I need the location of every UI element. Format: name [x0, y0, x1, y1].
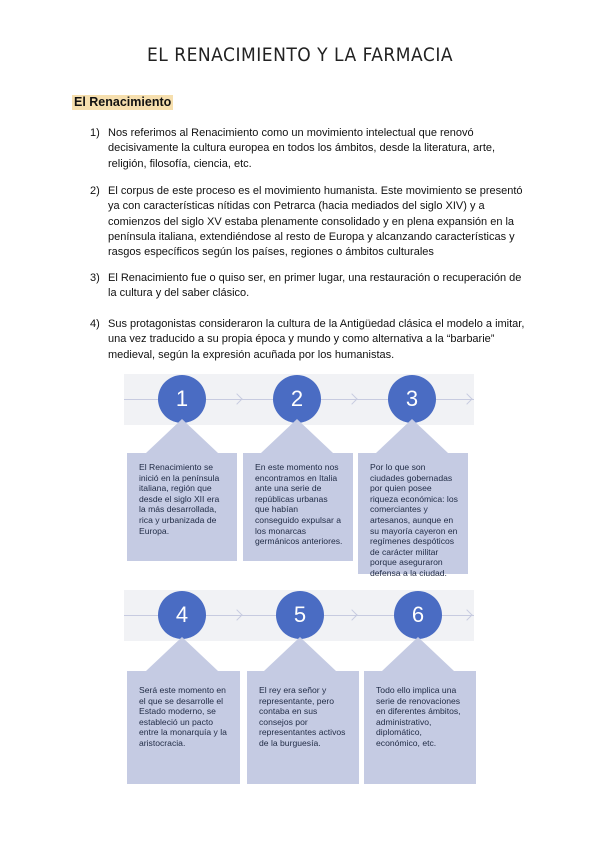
list-item-number: 1) — [90, 127, 100, 139]
list-item-number: 4) — [90, 318, 100, 330]
step-circle-5: 5 — [276, 591, 324, 639]
callout-pointer — [146, 637, 218, 671]
step-circle-3: 3 — [388, 375, 436, 423]
step-circle-2: 2 — [273, 375, 321, 423]
list-item-text: Sus protagonistas consideraron la cultura de la Antigüedad clásica el modelo a imitar, una vez traducido a su propia época y mundo y como alternativa a la “barbarie” medieval, según la expresión acuñada por los humanistas. — [108, 318, 525, 361]
document-title: EL RENACIMIENTO Y LA FARMACIA — [146, 44, 454, 66]
list-item-text: El corpus de este proceso es el movimiento humanista. Este movimiento se presentó ya con características nítidas con Petrarca (hacia mediados del siglo XIV) y a comienzos del siglo XV estaba plenamente consolidado y en plena expansión en la península italiana, extendiéndose al resto de Europa y alcanzando características y rasgos específicos según los países, regiones o ámbitos culturales — [108, 185, 523, 259]
step-circle-6: 6 — [394, 591, 442, 639]
step-card-2: En este momento nos encontramos en Italia ante una serie de repúblicas urbanas que habían conseguido expulsar a los monarcas germánicos anteriores. — [243, 453, 353, 561]
callout-pointer — [376, 419, 448, 453]
step-circle-1: 1 — [158, 375, 206, 423]
step-circle-4: 4 — [158, 591, 206, 639]
step-card-1: El Renacimiento se inició en la península italiana, región que desde el siglo XII era la más desarrollada, rica y urbanizada de Europa. — [127, 453, 237, 561]
step-card-6: Todo ello implica una serie de renovaciones en diferentes ámbitos, administrativo, diplomático, económico, etc. — [364, 671, 476, 784]
section-heading: El Renacimiento — [74, 95, 172, 109]
callout-pointer — [261, 419, 333, 453]
step-card-5: El rey era señor y representante, pero contaba en sus consejos por representantes activos de la burguesía. — [247, 671, 359, 784]
list-item-number: 2) — [90, 185, 100, 197]
callout-pointer — [146, 419, 218, 453]
callout-pointer — [264, 637, 336, 671]
list-item-text: Nos referimos al Renacimiento como un movimiento intelectual que renovó decisivamente la cultura europea en todos los ámbitos, desde la literatura, arte, religión, filosofía, ciencia, etc. — [108, 127, 496, 170]
callout-pointer — [382, 637, 454, 671]
list-item-number: 3) — [90, 272, 100, 284]
step-card-3: Por lo que son ciudades gobernadas por quien posee riqueza económica: los comerciantes y artesanos, aunque en su mayoría cayeron en regímenes despóticos de carácter militar porque aseguraron defensa a la ciudad. — [358, 453, 468, 574]
step-card-4: Será este momento en el que se desarrolle el Estado moderno, se estableció un pacto entre la monarquía y la aristocracia. — [127, 671, 240, 784]
list-item-text: El Renacimiento fue o quiso ser, en primer lugar, una restauración o recuperación de la cultura y del saber clásico. — [108, 272, 522, 300]
